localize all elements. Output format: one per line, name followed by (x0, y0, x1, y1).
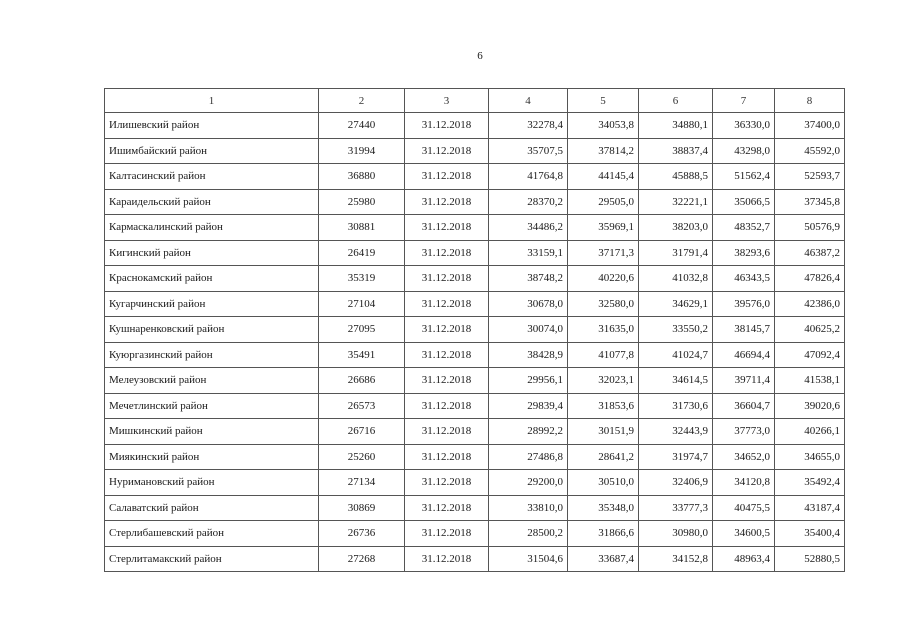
value-cell: 38428,9 (489, 342, 568, 368)
column-header: 2 (319, 89, 405, 113)
value-cell: 28500,2 (489, 521, 568, 547)
district-name-cell: Ишимбайский район (105, 138, 319, 164)
table-row (105, 419, 845, 445)
table-row (105, 240, 845, 266)
value-cell: 31730,6 (639, 393, 713, 419)
date-cell: 31.12.2018 (405, 138, 489, 164)
population-cell: 36880 (319, 164, 405, 190)
value-cell: 37171,3 (568, 240, 639, 266)
table-row (105, 113, 845, 139)
population-cell: 27134 (319, 470, 405, 496)
table-row (105, 444, 845, 470)
population-cell: 25260 (319, 444, 405, 470)
value-cell: 48963,4 (713, 546, 775, 572)
district-name-cell: Стерлибашевский район (105, 521, 319, 547)
table-row (105, 546, 845, 572)
value-cell: 46387,2 (775, 240, 845, 266)
value-cell: 41024,7 (639, 342, 713, 368)
date-cell: 31.12.2018 (405, 113, 489, 139)
value-cell: 27486,8 (489, 444, 568, 470)
table-row (105, 342, 845, 368)
date-cell: 31.12.2018 (405, 266, 489, 292)
value-cell: 33777,3 (639, 495, 713, 521)
population-cell: 26573 (319, 393, 405, 419)
value-cell: 40266,1 (775, 419, 845, 445)
population-cell: 26716 (319, 419, 405, 445)
value-cell: 41032,8 (639, 266, 713, 292)
value-cell: 39020,6 (775, 393, 845, 419)
value-cell: 39711,4 (713, 368, 775, 394)
date-cell: 31.12.2018 (405, 393, 489, 419)
column-header: 8 (775, 89, 845, 113)
value-cell: 32443,9 (639, 419, 713, 445)
value-cell: 34152,8 (639, 546, 713, 572)
date-cell: 31.12.2018 (405, 444, 489, 470)
value-cell: 34629,1 (639, 291, 713, 317)
date-cell: 31.12.2018 (405, 164, 489, 190)
value-cell: 29505,0 (568, 189, 639, 215)
date-cell: 31.12.2018 (405, 291, 489, 317)
value-cell: 37400,0 (775, 113, 845, 139)
value-cell: 34600,5 (713, 521, 775, 547)
value-cell: 52880,5 (775, 546, 845, 572)
district-name-cell: Караидельский район (105, 189, 319, 215)
population-cell: 27440 (319, 113, 405, 139)
value-cell: 48352,7 (713, 215, 775, 241)
value-cell: 30151,9 (568, 419, 639, 445)
value-cell: 35348,0 (568, 495, 639, 521)
date-cell: 31.12.2018 (405, 495, 489, 521)
population-cell: 31994 (319, 138, 405, 164)
population-cell: 25980 (319, 189, 405, 215)
table-row (105, 470, 845, 496)
district-name-cell: Куюргазинский район (105, 342, 319, 368)
district-name-cell: Салаватский район (105, 495, 319, 521)
value-cell: 39576,0 (713, 291, 775, 317)
column-header: 1 (105, 89, 319, 113)
population-cell: 30869 (319, 495, 405, 521)
date-cell: 31.12.2018 (405, 546, 489, 572)
population-cell: 27268 (319, 546, 405, 572)
district-name-cell: Илишевский район (105, 113, 319, 139)
value-cell: 34652,0 (713, 444, 775, 470)
value-cell: 40625,2 (775, 317, 845, 343)
column-header: 7 (713, 89, 775, 113)
value-cell: 28641,2 (568, 444, 639, 470)
value-cell: 31635,0 (568, 317, 639, 343)
district-name-cell: Мечетлинский район (105, 393, 319, 419)
value-cell: 41077,8 (568, 342, 639, 368)
value-cell: 32406,9 (639, 470, 713, 496)
population-cell: 27095 (319, 317, 405, 343)
value-cell: 38837,4 (639, 138, 713, 164)
value-cell: 38748,2 (489, 266, 568, 292)
value-cell: 40475,5 (713, 495, 775, 521)
value-cell: 45888,5 (639, 164, 713, 190)
value-cell: 38293,6 (713, 240, 775, 266)
value-cell: 43298,0 (713, 138, 775, 164)
table-row (105, 164, 845, 190)
column-header: 5 (568, 89, 639, 113)
value-cell: 47092,4 (775, 342, 845, 368)
data-table (104, 88, 845, 572)
value-cell: 34120,8 (713, 470, 775, 496)
value-cell: 32278,4 (489, 113, 568, 139)
value-cell: 45592,0 (775, 138, 845, 164)
district-name-cell: Нуримановский район (105, 470, 319, 496)
value-cell: 29839,4 (489, 393, 568, 419)
value-cell: 44145,4 (568, 164, 639, 190)
table-row (105, 317, 845, 343)
value-cell: 32221,1 (639, 189, 713, 215)
table-row (105, 291, 845, 317)
date-cell: 31.12.2018 (405, 521, 489, 547)
value-cell: 51562,4 (713, 164, 775, 190)
table-row (105, 215, 845, 241)
value-cell: 34880,1 (639, 113, 713, 139)
value-cell: 34614,5 (639, 368, 713, 394)
population-cell: 30881 (319, 215, 405, 241)
date-cell: 31.12.2018 (405, 317, 489, 343)
value-cell: 38203,0 (639, 215, 713, 241)
value-cell: 33550,2 (639, 317, 713, 343)
value-cell: 46343,5 (713, 266, 775, 292)
value-cell: 31504,6 (489, 546, 568, 572)
column-header: 3 (405, 89, 489, 113)
population-cell: 26419 (319, 240, 405, 266)
district-name-cell: Кармаскалинский район (105, 215, 319, 241)
value-cell: 30980,0 (639, 521, 713, 547)
value-cell: 36604,7 (713, 393, 775, 419)
value-cell: 38145,7 (713, 317, 775, 343)
date-cell: 31.12.2018 (405, 470, 489, 496)
value-cell: 42386,0 (775, 291, 845, 317)
value-cell: 30074,0 (489, 317, 568, 343)
date-cell: 31.12.2018 (405, 368, 489, 394)
value-cell: 37773,0 (713, 419, 775, 445)
table-row (105, 521, 845, 547)
date-cell: 31.12.2018 (405, 215, 489, 241)
district-name-cell: Миякинский район (105, 444, 319, 470)
value-cell: 32580,0 (568, 291, 639, 317)
value-cell: 47826,4 (775, 266, 845, 292)
value-cell: 33810,0 (489, 495, 568, 521)
value-cell: 41764,8 (489, 164, 568, 190)
table-row (105, 368, 845, 394)
value-cell: 52593,7 (775, 164, 845, 190)
value-cell: 37345,8 (775, 189, 845, 215)
value-cell: 36330,0 (713, 113, 775, 139)
district-name-cell: Кушнаренковский район (105, 317, 319, 343)
population-cell: 26736 (319, 521, 405, 547)
date-cell: 31.12.2018 (405, 189, 489, 215)
value-cell: 35066,5 (713, 189, 775, 215)
population-cell: 35319 (319, 266, 405, 292)
page-number: 6 (477, 50, 483, 62)
table-row (105, 189, 845, 215)
table-row (105, 393, 845, 419)
table-header-row (105, 89, 845, 113)
value-cell: 29956,1 (489, 368, 568, 394)
value-cell: 35400,4 (775, 521, 845, 547)
value-cell: 40220,6 (568, 266, 639, 292)
district-name-cell: Калтасинский район (105, 164, 319, 190)
value-cell: 28992,2 (489, 419, 568, 445)
value-cell: 34053,8 (568, 113, 639, 139)
date-cell: 31.12.2018 (405, 419, 489, 445)
value-cell: 35707,5 (489, 138, 568, 164)
value-cell: 41538,1 (775, 368, 845, 394)
population-cell: 26686 (319, 368, 405, 394)
date-cell: 31.12.2018 (405, 240, 489, 266)
date-cell: 31.12.2018 (405, 342, 489, 368)
district-name-cell: Мелеузовский район (105, 368, 319, 394)
value-cell: 35969,1 (568, 215, 639, 241)
value-cell: 33687,4 (568, 546, 639, 572)
district-name-cell: Стерлитамакский район (105, 546, 319, 572)
value-cell: 29200,0 (489, 470, 568, 496)
table-row (105, 138, 845, 164)
value-cell: 33159,1 (489, 240, 568, 266)
column-header: 4 (489, 89, 568, 113)
district-name-cell: Кугарчинский район (105, 291, 319, 317)
population-cell: 35491 (319, 342, 405, 368)
value-cell: 34486,2 (489, 215, 568, 241)
value-cell: 31791,4 (639, 240, 713, 266)
value-cell: 30678,0 (489, 291, 568, 317)
value-cell: 50576,9 (775, 215, 845, 241)
value-cell: 31853,6 (568, 393, 639, 419)
value-cell: 43187,4 (775, 495, 845, 521)
column-header: 6 (639, 89, 713, 113)
table-row (105, 266, 845, 292)
value-cell: 46694,4 (713, 342, 775, 368)
district-name-cell: Мишкинский район (105, 419, 319, 445)
value-cell: 31866,6 (568, 521, 639, 547)
value-cell: 30510,0 (568, 470, 639, 496)
population-cell: 27104 (319, 291, 405, 317)
value-cell: 35492,4 (775, 470, 845, 496)
district-name-cell: Кигинский район (105, 240, 319, 266)
value-cell: 37814,2 (568, 138, 639, 164)
value-cell: 28370,2 (489, 189, 568, 215)
value-cell: 32023,1 (568, 368, 639, 394)
table-row (105, 495, 845, 521)
district-name-cell: Краснокамский район (105, 266, 319, 292)
value-cell: 31974,7 (639, 444, 713, 470)
value-cell: 34655,0 (775, 444, 845, 470)
